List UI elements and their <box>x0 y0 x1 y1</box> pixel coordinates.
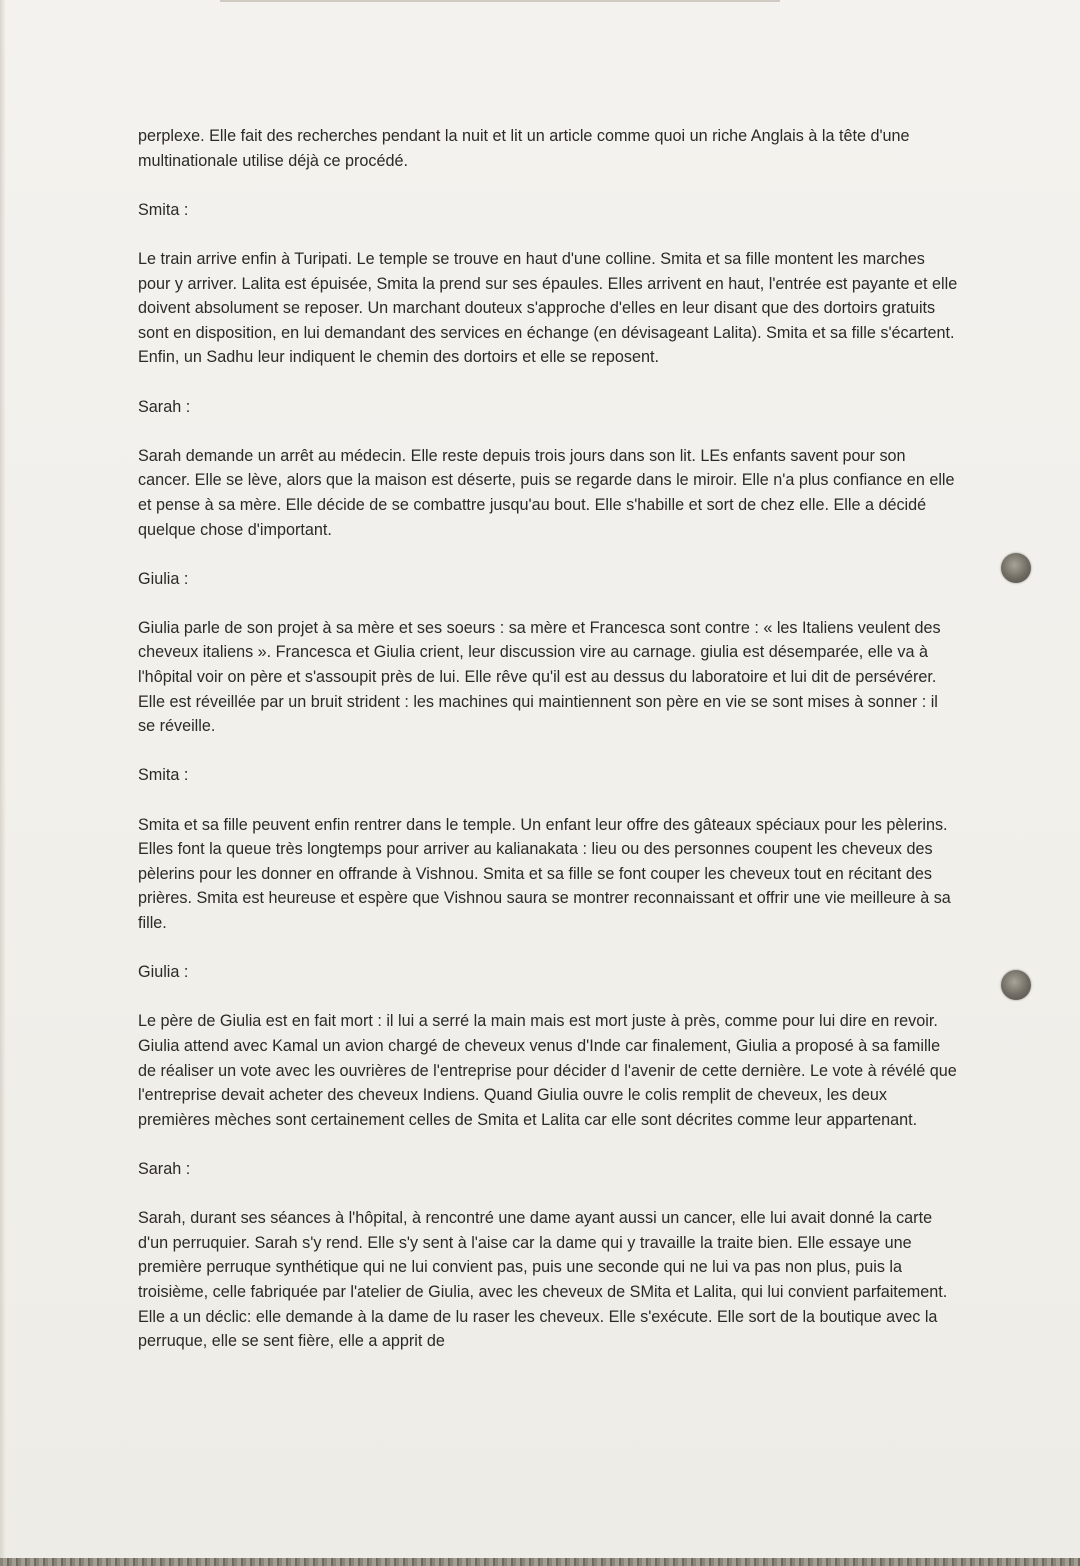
paragraph-sarah-2: Sarah, durant ses séances à l'hôpital, à rencontré une dame ayant aussi un cancer, elle lui avait donné la carte d'un perruquier. Sarah s'y rend. Elle s'y sent à l'aise car la dame qui y travaille la traite bien. Elle essaye une première perruque synthétique qui ne lui convient pas, puis une seconde qui ne lui va pas non plus, puis la troisième, celle fabriquée par l'atelier de Giulia, avec les cheveux de SMita et Lalita, qui lui convient parfaitement. Elle a un déclic: elle demande à la dame de lu raser les cheveux. Elle s'exécute. Elle sort de la boutique avec la perruque, elle se sent fière, elle a apprit de <box>138 1209 948 1351</box>
section-heading-smita-1: Smita : <box>138 200 189 219</box>
section-heading-sarah-1: Sarah : <box>138 397 191 416</box>
paragraph-smita-2: Smita et sa fille peuvent enfin rentrer dans le temple. Un enfant leur offre des gâteaux spéciaux pour les pèlerins. Elles font la queue très longtemps pour arriver au kalianakata : lieu ou des personnes coupent les cheveux des pèlerins pour les donner en offrande à Vishnou. Smita et sa fille se font couper les cheveux tout en récitant des prières. Smita est heureuse et espère que Vishnou saura se montrer reconnaissant et offrir une vie meilleure à sa fille. <box>138 815 951 932</box>
punch-hole-upper <box>1001 553 1031 583</box>
document-body <box>138 124 958 1378</box>
page-bottom-edge <box>0 1558 1080 1566</box>
paragraph-intro: perplexe. Elle fait des recherches pendant la nuit et lit un article comme quoi un riche Anglais à la tête d'une multinationale utilise déjà ce procédé. <box>138 127 910 170</box>
punch-hole-lower <box>1001 970 1031 1000</box>
paragraph-sarah-1: Sarah demande un arrêt au médecin. Elle reste depuis trois jours dans son lit. LEs enfants savent pour son cancer. Elle se lève, alors que la maison est déserte, puis se regarde dans le miroir. Elle n'a plus confiance en elle et pense à sa mère. Elle décide de se combattre jusqu'au bout. Elle s'habille et sort de chez elle. Elle a décidé quelque chose d'important. <box>138 446 955 539</box>
page-top-edge <box>220 0 780 2</box>
section-heading-smita-2: Smita : <box>138 766 189 785</box>
section-heading-giulia-1: Giulia : <box>138 569 189 588</box>
paragraph-giulia-1: Giulia parle de son projet à sa mère et ses soeurs : sa mère et Francesca sont contre : « les Italiens veulent des cheveux italiens ». Francesca et Giulia crient, leur discussion vire au carnage. giulia est désemparée, elle va à l'hôpital voir on père et s'assoupit près de lui. Elle rêve qu'il est au dessus du laboratoire et lui dit de persévérer. Elle est réveillée par un bruit strident : les machines qui maintiennent son père en vie se sont mises à sonner : il se réveille. <box>138 618 941 736</box>
page-left-shadow <box>0 0 6 1566</box>
section-heading-giulia-2: Giulia : <box>138 963 189 982</box>
section-heading-sarah-2: Sarah : <box>138 1159 191 1178</box>
paragraph-smita-1: Le train arrive enfin à Turipati. Le temple se trouve en haut d'une colline. Smita et sa fille montent les marches pour y arriver. Lalita est épuisée, Smita la prend sur ses épaules. Elles arrivent en haut, l'entrée est payante et elle doivent absolument se reposer. Un marchant douteux s'approche d'elles en leur disant que des dortoirs gratuits sont en disposition, en lui demandant des services en échange (en dévisageant Lalita). Smita et sa fille s'écartent. Enfin, un Sadhu leur indiquent le chemin des dortoirs et elle se reposent. <box>138 249 958 367</box>
paragraph-giulia-2: Le père de Giulia est en fait mort : il lui a serré la main mais est mort juste à près, comme pour lui dire en revoir. Giulia attend avec Kamal un avion chargé de cheveux venus d'Inde car finalement, Giulia a proposé à sa famille de réaliser un vote avec les ouvrières de l'entreprise pour décider d l'avenir de cette dernière. Le vote à révélé que l'entreprise devait acheter des cheveux Indiens. Quand Giulia ouvre le colis remplit de cheveux, les deux premières mèches sont certainement celles de Smita et Lalita car elle sont décrites comme leur appartenant. <box>138 1012 957 1129</box>
